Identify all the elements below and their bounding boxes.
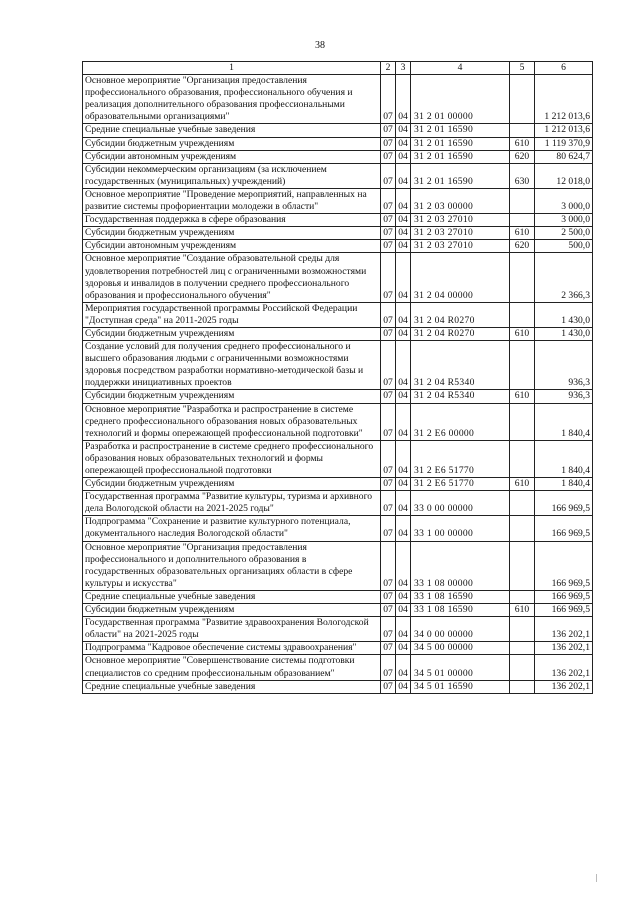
table-row bbox=[83, 150, 593, 163]
row-expense-type bbox=[510, 341, 535, 390]
row-section: 07 bbox=[381, 680, 396, 693]
row-expense-type bbox=[510, 403, 535, 440]
row-target-article: 34 0 00 00000 bbox=[411, 617, 510, 642]
row-target-article: 31 2 03 27010 bbox=[411, 214, 510, 227]
row-section: 07 bbox=[381, 478, 396, 491]
header-cell-csr: 4 bbox=[411, 62, 510, 75]
row-subsection: 04 bbox=[396, 655, 411, 680]
row-amount: 1 119 370,9 bbox=[535, 137, 593, 150]
header-cell-pr: 3 bbox=[396, 62, 411, 75]
row-amount: 936,3 bbox=[535, 341, 593, 390]
row-target-article: 31 2 01 16590 bbox=[411, 163, 510, 188]
row-name: Основное мероприятие "Совершенствование системы подготовки специалистов со средним профессиональным образованием" bbox=[83, 655, 381, 680]
row-subsection: 04 bbox=[396, 75, 411, 124]
table-row bbox=[83, 302, 593, 327]
row-name: Государственная программа "Развитие культуры, туризма и архивного дела Вологодской области на 2021-2025 годы" bbox=[83, 491, 381, 516]
table-row bbox=[83, 516, 593, 541]
row-amount: 1 840,4 bbox=[535, 478, 593, 491]
table-body bbox=[83, 75, 593, 694]
row-subsection: 04 bbox=[396, 516, 411, 541]
row-section: 07 bbox=[381, 590, 396, 603]
row-name: Средние специальные учебные заведения bbox=[83, 590, 381, 603]
row-section: 07 bbox=[381, 150, 396, 163]
row-amount: 1 840,4 bbox=[535, 403, 593, 440]
row-target-article: 31 2 03 27010 bbox=[411, 240, 510, 253]
row-subsection: 04 bbox=[396, 642, 411, 655]
table-row bbox=[83, 137, 593, 150]
row-amount: 166 969,5 bbox=[535, 516, 593, 541]
row-subsection: 04 bbox=[396, 617, 411, 642]
row-target-article: 31 2 04 R0270 bbox=[411, 327, 510, 340]
row-section: 07 bbox=[381, 302, 396, 327]
header-cell-vr: 5 bbox=[510, 62, 535, 75]
budget-table bbox=[82, 61, 593, 694]
row-section: 07 bbox=[381, 240, 396, 253]
row-subsection: 04 bbox=[396, 478, 411, 491]
row-name: Разработка и распространение в системе среднего профессионального образования новых образовательных технологий и формы опережающей профессиональной подготовки bbox=[83, 440, 381, 477]
row-section: 07 bbox=[381, 541, 396, 590]
row-section: 07 bbox=[381, 516, 396, 541]
row-section: 07 bbox=[381, 403, 396, 440]
row-target-article: 34 5 00 00000 bbox=[411, 642, 510, 655]
row-subsection: 04 bbox=[396, 163, 411, 188]
row-amount: 166 969,5 bbox=[535, 491, 593, 516]
row-subsection: 04 bbox=[396, 440, 411, 477]
row-expense-type: 620 bbox=[510, 150, 535, 163]
table-row bbox=[83, 188, 593, 213]
table-row bbox=[83, 253, 593, 302]
row-subsection: 04 bbox=[396, 240, 411, 253]
row-target-article: 33 1 08 16590 bbox=[411, 604, 510, 617]
row-subsection: 04 bbox=[396, 590, 411, 603]
row-expense-type bbox=[510, 440, 535, 477]
row-expense-type bbox=[510, 124, 535, 137]
row-name: Субсидии бюджетным учреждениям bbox=[83, 390, 381, 403]
row-expense-type: 620 bbox=[510, 240, 535, 253]
table-row bbox=[83, 617, 593, 642]
table-row bbox=[83, 642, 593, 655]
row-subsection: 04 bbox=[396, 403, 411, 440]
row-amount: 80 624,7 bbox=[535, 150, 593, 163]
row-amount: 500,0 bbox=[535, 240, 593, 253]
row-target-article: 31 2 01 16590 bbox=[411, 137, 510, 150]
row-expense-type bbox=[510, 617, 535, 642]
table-row bbox=[83, 680, 593, 693]
row-subsection: 04 bbox=[396, 188, 411, 213]
row-expense-type: 610 bbox=[510, 604, 535, 617]
row-expense-type bbox=[510, 590, 535, 603]
row-amount: 936,3 bbox=[535, 390, 593, 403]
row-name: Основное мероприятие "Создание образовательной среды для удовлетворения потребностей лиц с ограниченными возможностями здоровья и инвалидов в получении среднего профессионального образования и профессионального обучения" bbox=[83, 253, 381, 302]
row-subsection: 04 bbox=[396, 150, 411, 163]
table-row bbox=[83, 604, 593, 617]
row-section: 07 bbox=[381, 327, 396, 340]
row-name: Субсидии бюджетным учреждениям bbox=[83, 327, 381, 340]
row-target-article: 34 5 01 16590 bbox=[411, 680, 510, 693]
row-expense-type bbox=[510, 491, 535, 516]
table-row bbox=[83, 655, 593, 680]
row-section: 07 bbox=[381, 491, 396, 516]
header-cell-rz: 2 bbox=[381, 62, 396, 75]
row-subsection: 04 bbox=[396, 137, 411, 150]
row-target-article: 31 2 Е6 51770 bbox=[411, 478, 510, 491]
row-name: Субсидии бюджетным учреждениям bbox=[83, 604, 381, 617]
row-name: Субсидии некоммерческим организациям (за исключением государственных (муниципальных) учреждений) bbox=[83, 163, 381, 188]
row-name: Основное мероприятие "Разработка и распространение в системе среднего профессионального образования новых образовательных технологий и формы опережающей профессиональной подготовки" bbox=[83, 403, 381, 440]
row-target-article: 31 2 01 16590 bbox=[411, 124, 510, 137]
row-section: 07 bbox=[381, 227, 396, 240]
row-amount: 3 000,0 bbox=[535, 188, 593, 213]
table-row bbox=[83, 341, 593, 390]
row-subsection: 04 bbox=[396, 390, 411, 403]
page-number: 38 bbox=[315, 40, 325, 51]
row-expense-type: 630 bbox=[510, 163, 535, 188]
row-name: Основное мероприятие "Организация предоставления профессионального и дополнительного образования в государственных образовательных организациях области в сфере культуры и искусства" bbox=[83, 541, 381, 590]
table-row bbox=[83, 75, 593, 124]
row-amount: 2 366,3 bbox=[535, 253, 593, 302]
row-expense-type bbox=[510, 642, 535, 655]
table-row bbox=[83, 403, 593, 440]
row-expense-type bbox=[510, 253, 535, 302]
row-name: Подпрограмма "Сохранение и развитие культурного потенциала, документального наследия Вологодской области" bbox=[83, 516, 381, 541]
row-target-article: 31 2 03 00000 bbox=[411, 188, 510, 213]
table-row bbox=[83, 491, 593, 516]
table-row bbox=[83, 390, 593, 403]
table-row bbox=[83, 124, 593, 137]
row-subsection: 04 bbox=[396, 227, 411, 240]
row-target-article: 31 2 01 16590 bbox=[411, 150, 510, 163]
row-expense-type bbox=[510, 302, 535, 327]
row-name: Подпрограмма "Кадровое обеспечение системы здравоохранения" bbox=[83, 642, 381, 655]
row-section: 07 bbox=[381, 617, 396, 642]
row-subsection: 04 bbox=[396, 124, 411, 137]
table-row bbox=[83, 214, 593, 227]
row-name: Субсидии бюджетным учреждениям bbox=[83, 227, 381, 240]
row-amount: 136 202,1 bbox=[535, 617, 593, 642]
table-row bbox=[83, 541, 593, 590]
row-target-article: 34 5 01 00000 bbox=[411, 655, 510, 680]
row-name: Основное мероприятие "Организация предоставления профессионального образования, профессионального обучения и реализация дополнительного образования профессиональными образовательными организациями" bbox=[83, 75, 381, 124]
row-amount: 166 969,5 bbox=[535, 541, 593, 590]
row-name: Субсидии бюджетным учреждениям bbox=[83, 478, 381, 491]
row-section: 07 bbox=[381, 341, 396, 390]
row-amount: 166 969,5 bbox=[535, 590, 593, 603]
row-target-article: 33 1 08 00000 bbox=[411, 541, 510, 590]
row-section: 07 bbox=[381, 137, 396, 150]
row-name: Субсидии бюджетным учреждениям bbox=[83, 137, 381, 150]
row-amount: 1 430,0 bbox=[535, 327, 593, 340]
row-amount: 136 202,1 bbox=[535, 655, 593, 680]
row-section: 07 bbox=[381, 214, 396, 227]
table-row bbox=[83, 227, 593, 240]
row-expense-type bbox=[510, 541, 535, 590]
row-name: Государственная поддержка в сфере образования bbox=[83, 214, 381, 227]
row-target-article: 31 2 01 00000 bbox=[411, 75, 510, 124]
row-expense-type bbox=[510, 516, 535, 541]
header-row bbox=[83, 62, 593, 75]
row-target-article: 31 2 04 00000 bbox=[411, 253, 510, 302]
table-row bbox=[83, 163, 593, 188]
row-expense-type bbox=[510, 75, 535, 124]
table-row bbox=[83, 327, 593, 340]
row-section: 07 bbox=[381, 163, 396, 188]
row-target-article: 31 2 04 R5340 bbox=[411, 341, 510, 390]
row-name: Средние специальные учебные заведения bbox=[83, 124, 381, 137]
row-amount: 1 840,4 bbox=[535, 440, 593, 477]
row-subsection: 04 bbox=[396, 541, 411, 590]
table-row bbox=[83, 590, 593, 603]
row-target-article: 31 2 04 R5340 bbox=[411, 390, 510, 403]
row-amount: 166 969,5 bbox=[535, 604, 593, 617]
table-row bbox=[83, 478, 593, 491]
row-expense-type: 610 bbox=[510, 227, 535, 240]
row-target-article: 33 1 00 00000 bbox=[411, 516, 510, 541]
header-cell-sum: 6 bbox=[535, 62, 593, 75]
row-name: Субсидии автономным учреждениям bbox=[83, 150, 381, 163]
row-section: 07 bbox=[381, 124, 396, 137]
row-name: Средние специальные учебные заведения bbox=[83, 680, 381, 693]
row-section: 07 bbox=[381, 188, 396, 213]
row-expense-type: 610 bbox=[510, 478, 535, 491]
row-target-article: 31 2 04 R0270 bbox=[411, 302, 510, 327]
table-row bbox=[83, 240, 593, 253]
row-section: 07 bbox=[381, 75, 396, 124]
row-name: Субсидии автономным учреждениям bbox=[83, 240, 381, 253]
row-section: 07 bbox=[381, 253, 396, 302]
row-amount: 1 212 013,6 bbox=[535, 124, 593, 137]
row-expense-type bbox=[510, 680, 535, 693]
row-expense-type bbox=[510, 188, 535, 213]
table-row bbox=[83, 440, 593, 477]
edge-mark: | bbox=[596, 873, 598, 882]
row-amount: 1 430,0 bbox=[535, 302, 593, 327]
row-expense-type: 610 bbox=[510, 327, 535, 340]
row-name: Основное мероприятие "Проведение мероприятий, направленных на развитие системы профориентации молодежи в области" bbox=[83, 188, 381, 213]
row-name: Создание условий для получения среднего профессионального и высшего образования людьми с ограниченными возможностями здоровья посредством разработки нормативно-методической базы и поддержки инициативных проектов bbox=[83, 341, 381, 390]
row-amount: 12 018,0 bbox=[535, 163, 593, 188]
table-header bbox=[83, 62, 593, 75]
row-target-article: 31 2 Е6 00000 bbox=[411, 403, 510, 440]
row-subsection: 04 bbox=[396, 214, 411, 227]
row-expense-type: 610 bbox=[510, 390, 535, 403]
row-target-article: 31 2 Е6 51770 bbox=[411, 440, 510, 477]
row-section: 07 bbox=[381, 642, 396, 655]
row-subsection: 04 bbox=[396, 327, 411, 340]
row-amount: 1 212 013,6 bbox=[535, 75, 593, 124]
row-subsection: 04 bbox=[396, 604, 411, 617]
row-section: 07 bbox=[381, 390, 396, 403]
header-cell-name: 1 bbox=[83, 62, 381, 75]
row-target-article: 31 2 03 27010 bbox=[411, 227, 510, 240]
row-subsection: 04 bbox=[396, 341, 411, 390]
row-subsection: 04 bbox=[396, 302, 411, 327]
row-subsection: 04 bbox=[396, 491, 411, 516]
row-expense-type: 610 bbox=[510, 137, 535, 150]
row-amount: 136 202,1 bbox=[535, 680, 593, 693]
row-name: Государственная программа "Развитие здравоохранения Вологодской области" на 2021-2025 годы bbox=[83, 617, 381, 642]
row-name: Мероприятия государственной программы Российской Федерации "Доступная среда" на 2011-2025 годы bbox=[83, 302, 381, 327]
row-subsection: 04 bbox=[396, 253, 411, 302]
row-section: 07 bbox=[381, 604, 396, 617]
row-amount: 136 202,1 bbox=[535, 642, 593, 655]
row-expense-type bbox=[510, 655, 535, 680]
row-expense-type bbox=[510, 214, 535, 227]
row-section: 07 bbox=[381, 655, 396, 680]
row-target-article: 33 1 08 16590 bbox=[411, 590, 510, 603]
row-subsection: 04 bbox=[396, 680, 411, 693]
row-amount: 2 500,0 bbox=[535, 227, 593, 240]
row-amount: 3 000,0 bbox=[535, 214, 593, 227]
row-target-article: 33 0 00 00000 bbox=[411, 491, 510, 516]
row-section: 07 bbox=[381, 440, 396, 477]
